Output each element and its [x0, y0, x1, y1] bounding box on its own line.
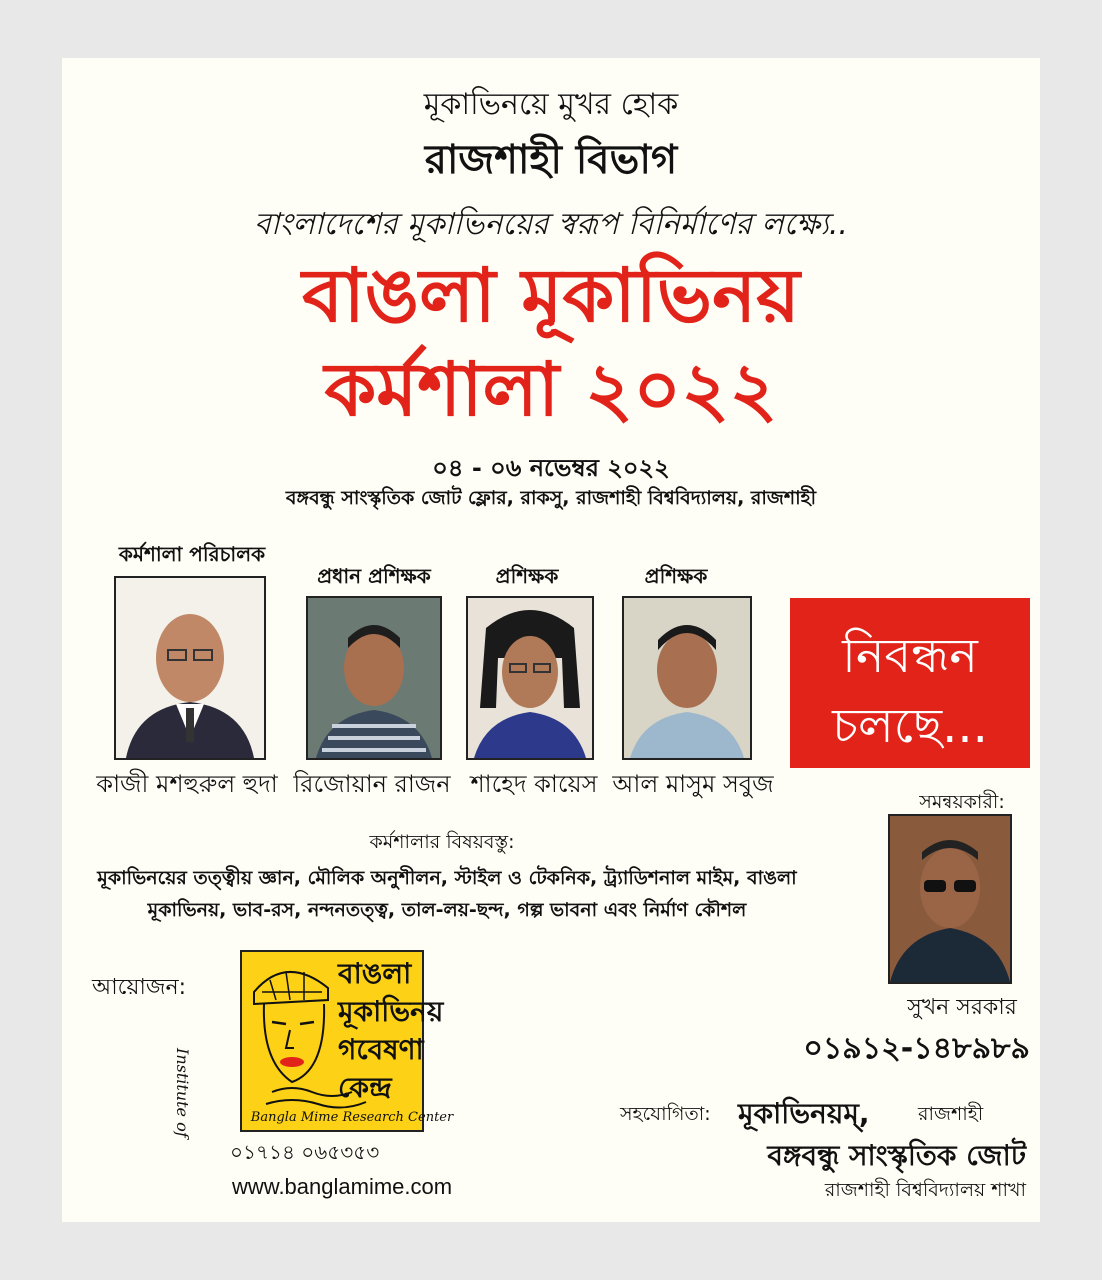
coordinator-phone: ০১৯১২-১৪৮৯৮৯: [803, 1031, 1030, 1066]
division-title: রাজশাহী বিভাগ: [424, 137, 678, 183]
role-trainer-2: প্রশিক্ষক: [644, 564, 708, 588]
tagline: মূকাভিনয়ে মুখর হোক: [423, 87, 679, 122]
logo-line3: গবেষণা: [338, 1033, 424, 1066]
poster: [62, 58, 1040, 1222]
organizer-label: আয়োজন:: [92, 975, 187, 1000]
photo-coordinator: [888, 814, 1012, 984]
person-portrait-icon: [624, 598, 750, 758]
cooperation-org1-city: রাজশাহী: [918, 1103, 984, 1125]
person-portrait-icon: [468, 598, 592, 758]
subjects-label: কর্মশালার বিষয়বস্তু:: [369, 831, 515, 853]
subjects-line1: মূকাভিনয়ের তত্ত্বীয় জ্ঞান, মৌলিক অনুশীলন, স্টাইল ও টেকনিক, ট্র্যাডিশনাল মাইম, বাঙলা: [97, 867, 797, 889]
organizer-english-name: Bangla Mime Research Center: [250, 1110, 454, 1125]
coordinator-label: সমন্বয়কারী:: [919, 791, 1005, 813]
logo-line1: বাঙলা: [338, 957, 412, 990]
cooperation-org1: মূকাভিনয়ম্,: [738, 1097, 870, 1130]
purpose-text: বাংলাদেশের মূকাভিনয়ের স্বরূপ বিনির্মাণের লক্ষ্যে..: [254, 207, 848, 242]
organizer-phone: ০১৭১৪ ০৬৫৩৫৩: [230, 1140, 380, 1164]
cooperation-org2: বঙ্গবন্ধু সাংস্কৃতিক জোট: [767, 1139, 1026, 1172]
logo-line2: মূকাভিনয়: [338, 995, 444, 1028]
photo-head-trainer: [306, 596, 442, 760]
name-director: কাজী মশহুরুল হুদা: [96, 770, 278, 798]
institute-text: Institute of: [173, 1048, 192, 1138]
name-trainer-1: শাহেদ কায়েস: [470, 770, 598, 798]
registration-banner: [790, 598, 1030, 768]
registration-line1: নিবন্ধন: [842, 628, 978, 684]
photo-trainer-1: [466, 596, 594, 760]
event-date: ০৪ - ০৬ নভেম্বর ২০২২: [432, 454, 670, 482]
photo-trainer-2: [622, 596, 752, 760]
subjects-line2: মূকাভিনয়, ভাব-রস, নন্দনতত্ত্ব, তাল-লয়-ছন্দ, গল্প ভাবনা এবং নির্মাণ কৌশল: [147, 899, 747, 921]
main-title-line2: কর্মশালা ২০২২: [324, 347, 778, 433]
person-portrait-icon: [890, 816, 1010, 982]
name-head-trainer: রিজোয়ান রাজন: [293, 770, 451, 798]
organizer-website[interactable]: www.banglamime.com: [232, 1174, 453, 1199]
main-title-line1: বাঙলা মূকাভিনয়: [302, 253, 800, 339]
coordinator-name: সুখন সরকার: [907, 995, 1017, 1020]
photo-director: [114, 576, 266, 760]
role-trainer-1: প্রশিক্ষক: [495, 564, 559, 588]
event-venue: বঙ্গবন্ধু সাংস্কৃতিক জোট ফ্লোর, রাকসু, রাজশাহী বিশ্ববিদ্যালয়, রাজশাহী: [285, 487, 817, 509]
person-portrait-icon: [116, 578, 264, 758]
cooperation-label: সহযোগিতা:: [620, 1103, 711, 1125]
person-portrait-icon: [308, 598, 440, 758]
name-trainer-2: আল মাসুম সবুজ: [612, 770, 774, 798]
logo-line4: কেন্দ্র: [338, 1071, 392, 1104]
role-director: কর্মশালা পরিচালক: [118, 542, 266, 566]
role-head-trainer: প্রধান প্রশিক্ষক: [317, 564, 431, 588]
cooperation-org2-branch: রাজশাহী বিশ্ববিদ্যালয় শাখা: [824, 1179, 1026, 1201]
registration-line2: চলছে...: [832, 698, 988, 754]
